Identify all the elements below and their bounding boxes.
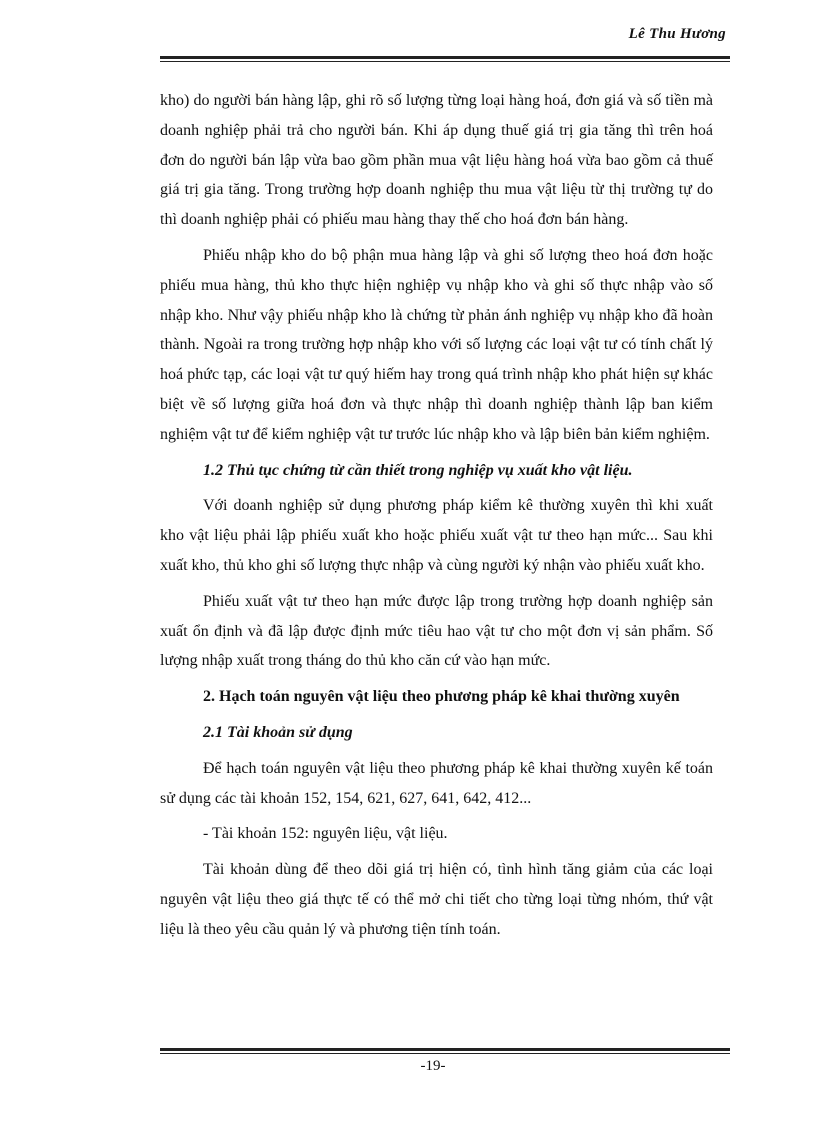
header-rule — [160, 56, 730, 62]
bullet-account-152: - Tài khoản 152: nguyên liệu, vật liệu. — [203, 825, 448, 843]
section-heading-1-2: 1.2 Thủ tục chứng từ cần thiết trong nghiệp vụ xuất kho vật liệu. — [203, 461, 633, 479]
page-body — [160, 86, 713, 951]
paragraph-continuation: kho) do người bán hàng lập, ghi rõ số lượng từng loại hàng hoá, đơn giá và số tiền mà doanh nghiệp phải trả cho người bán. Khi áp dụng thuế giá trị gia tăng thì trên hoá đơn do người bán lập vừa bao gồm phần mua vật liệu hàng hoá vừa bao gồm cả thuế giá trị gia tăng. Trong trường hợp doanh nghiệp thu mua vật liệu từ thị trường tự do thì doanh nghiệp phải có phiếu mau hàng thay thế cho hoá đơn bán hàng. — [160, 92, 713, 229]
footer-rule — [160, 1048, 730, 1054]
paragraph-receipt-slip: Phiếu nhập kho do bộ phận mua hàng lập và ghi số lượng theo hoá đơn hoặc phiếu mua hàng, thủ kho thực hiện nghiệp vụ nhập kho và ghi số thực nhập vào số nhập kho. Như vậy phiếu nhập kho là chứng từ phản ánh nghiệp vụ nhập kho đã hoàn thành. Ngoài ra trong trường hợp nhập kho với số lượng các loại vật tư có tính chất lý hoá phức tạp, các loại vật tư quý hiếm hay trong quá trình nhập kho phát hiện sự khác biệt về số lượng giữa hoá đơn và thực nhập thì doanh nghiệp thành lập ban kiểm nghiệm vật tư để kiểm nghiệp vật tư trước lúc nhập kho và lập biên bản kiểm nghiệm. — [160, 246, 713, 443]
paragraph-account-description: Tài khoản dùng để theo dõi giá trị hiện có, tình hình tăng giảm của các loại nguyên vật liệu theo giá thực tế có thể mở chi tiết cho từng loại từng nhóm, thứ vật liệu là theo yêu cầu quản lý và phương tiện tính toán. — [160, 861, 713, 938]
paragraph-limit-slip: Phiếu xuất vật tư theo hạn mức được lập trong trường hợp doanh nghiệp sản xuất ổn định và đã lập được định mức tiêu hao vật tư cho một đơn vị sản phẩm. Số lượng nhập xuất trong tháng do thủ kho căn cứ vào hạn mức. — [160, 592, 713, 670]
page-number: -19- — [420, 1058, 446, 1074]
paragraph-issue-slip: Với doanh nghiệp sử dụng phương pháp kiểm kê thường xuyên thì khi xuất kho vật liệu phải lập phiếu xuất kho hoặc phiếu xuất vật tư theo hạn mức... Sau khi xuất kho, thủ kho ghi số lượng thực nhập và cùng người ký nhận vào phiếu xuất kho. — [160, 497, 713, 574]
section-heading-2: 2. Hạch toán nguyên vật liệu theo phương pháp kê khai thường xuyên — [203, 688, 680, 706]
paragraph-accounts-used: Để hạch toán nguyên vật liệu theo phương pháp kê khai thường xuyên kế toán sử dụng các tài khoản 152, 154, 621, 627, 641, 642, 412... — [160, 759, 713, 807]
section-heading-2-1: 2.1 Tài khoản sử dụng — [203, 723, 353, 741]
header-author: Lê Thu Hương — [628, 26, 726, 42]
